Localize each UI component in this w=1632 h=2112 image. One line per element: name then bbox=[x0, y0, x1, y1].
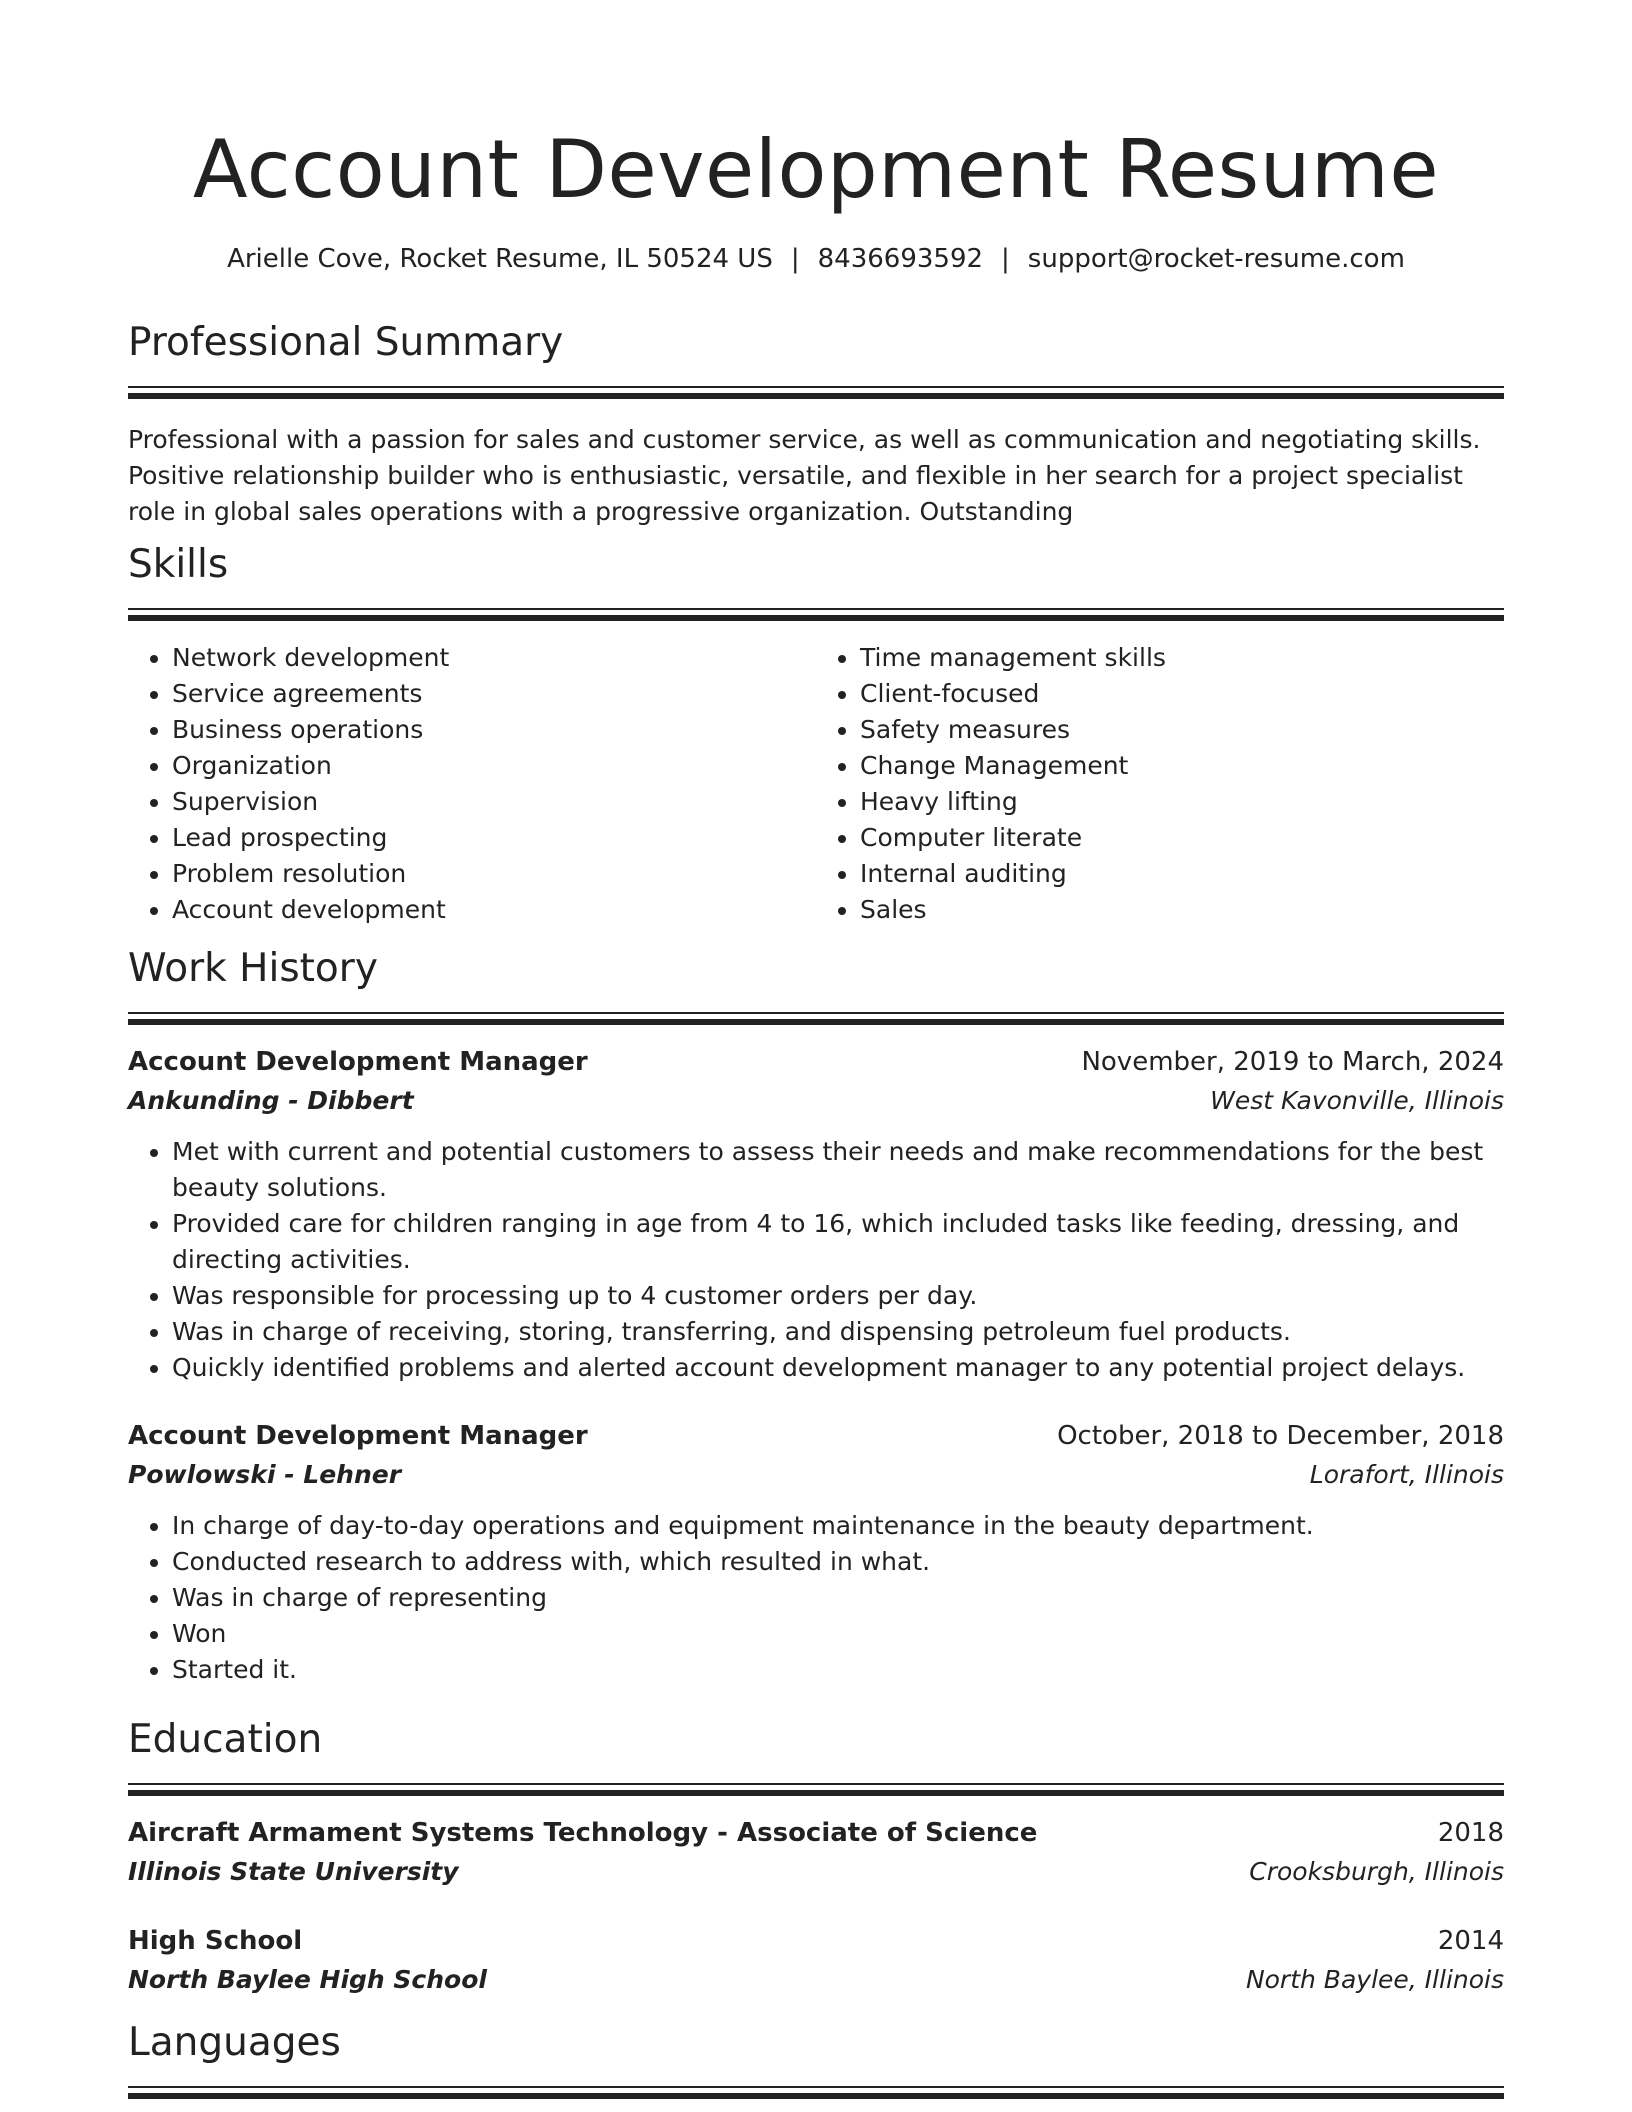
duty-item: • Quickly identified problems and alerted account development manager to any potential project delays. bbox=[172, 1350, 1504, 1386]
skill-item: • Lead prospecting bbox=[172, 820, 816, 856]
contact-separator: | bbox=[1001, 244, 1010, 274]
education-year: 2014 bbox=[1437, 1926, 1504, 1956]
job-subheader bbox=[128, 1456, 1504, 1494]
skill-item: • Business operations bbox=[172, 712, 816, 748]
skill-item: • Computer literate bbox=[860, 820, 1504, 856]
duty-item: • Was in charge of representing bbox=[172, 1580, 1504, 1616]
skill-item: • Problem resolution bbox=[172, 856, 816, 892]
skill-item: • Account development bbox=[172, 892, 816, 928]
skill-item: • Internal auditing bbox=[860, 856, 1504, 892]
skill-item: • Service agreements bbox=[172, 676, 816, 712]
contact-email[interactable]: support@rocket-resume.com bbox=[1027, 244, 1405, 274]
job-company: Powlowski - Lehner bbox=[128, 1460, 402, 1489]
section-heading: Education bbox=[128, 1717, 323, 1762]
contact-address: Arielle Cove, Rocket Resume, IL 50524 US bbox=[227, 244, 773, 274]
contact-line bbox=[128, 242, 1504, 276]
section-heading: Professional Summary bbox=[128, 320, 564, 365]
job-dates: November, 2019 to March, 2024 bbox=[1081, 1047, 1504, 1077]
contact-phone: 8436693592 bbox=[817, 244, 984, 274]
skills-columns bbox=[128, 640, 1504, 928]
skill-item: • Change Management bbox=[860, 748, 1504, 784]
education-school: North Baylee High School bbox=[128, 1965, 487, 1994]
skill-item: • Supervision bbox=[172, 784, 816, 820]
skill-item: • Time management skills bbox=[860, 640, 1504, 676]
section-divider bbox=[128, 608, 1504, 618]
education-year: 2018 bbox=[1437, 1818, 1504, 1848]
duty-item: • Provided care for children ranging in age from 4 to 16, which included tasks like feeding, dressing, and directing activities. bbox=[172, 1206, 1504, 1278]
languages-section bbox=[128, 2018, 1504, 2096]
skill-item: • Organization bbox=[172, 748, 816, 784]
skill-item: • Safety measures bbox=[860, 712, 1504, 748]
work-history-section bbox=[128, 944, 1504, 1688]
education-section bbox=[128, 1715, 1504, 1999]
education-location: North Baylee, Illinois bbox=[1245, 1965, 1504, 1994]
education-location: Crooksburgh, Illinois bbox=[1249, 1857, 1504, 1886]
education-entry bbox=[128, 1921, 1504, 1999]
education-header bbox=[128, 1921, 1504, 1961]
education-school: Illinois State University bbox=[128, 1857, 459, 1886]
section-divider bbox=[128, 2086, 1504, 2096]
skills-section bbox=[128, 540, 1504, 928]
job-subheader bbox=[128, 1082, 1504, 1120]
section-divider bbox=[128, 1783, 1504, 1793]
section-heading: Skills bbox=[128, 542, 229, 587]
education-subheader bbox=[128, 1853, 1504, 1891]
job-dates: October, 2018 to December, 2018 bbox=[1057, 1421, 1504, 1451]
job-entry bbox=[128, 1416, 1504, 1688]
education-entry bbox=[128, 1813, 1504, 1891]
duty-item: • Won bbox=[172, 1616, 1504, 1652]
duty-item: • Was responsible for processing up to 4 customer orders per day. bbox=[172, 1278, 1504, 1314]
job-location: Lorafort, Illinois bbox=[1309, 1460, 1504, 1489]
skill-item: • Network development bbox=[172, 640, 816, 676]
education-header bbox=[128, 1813, 1504, 1853]
job-duties bbox=[128, 1134, 1504, 1386]
job-header bbox=[128, 1042, 1504, 1082]
section-divider bbox=[128, 386, 1504, 396]
professional-summary-section bbox=[128, 318, 1504, 555]
skill-item: • Client-focused bbox=[860, 676, 1504, 712]
contact-separator: | bbox=[790, 244, 800, 274]
skill-item: • Sales bbox=[860, 892, 1504, 928]
job-company: Ankunding - Dibbert bbox=[128, 1086, 414, 1115]
skill-item: • Heavy lifting bbox=[860, 784, 1504, 820]
education-subheader bbox=[128, 1961, 1504, 1999]
duty-item: • Was in charge of receiving, storing, transferring, and dispensing petroleum fuel products. bbox=[172, 1314, 1504, 1350]
resume-title: Account Development Resume bbox=[192, 123, 1440, 216]
duty-item: • Conducted research to address with, which resulted in what. bbox=[172, 1544, 1504, 1580]
skills-list-right bbox=[816, 640, 1504, 928]
skills-list-left bbox=[128, 640, 816, 928]
section-heading: Languages bbox=[128, 2020, 341, 2065]
job-title: Account Development Manager bbox=[128, 1047, 588, 1077]
job-entry bbox=[128, 1042, 1504, 1386]
duty-item: • In charge of day-to-day operations and equipment maintenance in the beauty department. bbox=[172, 1508, 1504, 1544]
job-title: Account Development Manager bbox=[128, 1421, 588, 1451]
job-duties bbox=[128, 1508, 1504, 1688]
section-heading: Work History bbox=[128, 946, 378, 991]
summary-text: Professional with a passion for sales and customer service, as well as communication and negotiating skills. Positive relationship builder who is enthusiastic, versatile, and flexible in her search for a project specialist role in global sales operations with a progressive organization. Outstanding bbox=[128, 425, 1481, 526]
job-header bbox=[128, 1416, 1504, 1456]
duty-item: • Met with current and potential customers to assess their needs and make recommendations for the best beauty solutions. bbox=[172, 1134, 1504, 1206]
job-location: West Kavonville, Illinois bbox=[1210, 1086, 1504, 1115]
section-divider bbox=[128, 1012, 1504, 1022]
education-degree: High School bbox=[128, 1926, 303, 1956]
duty-item: • Started it. bbox=[172, 1652, 1504, 1688]
education-degree: Aircraft Armament Systems Technology - Associate of Science bbox=[128, 1818, 1038, 1848]
